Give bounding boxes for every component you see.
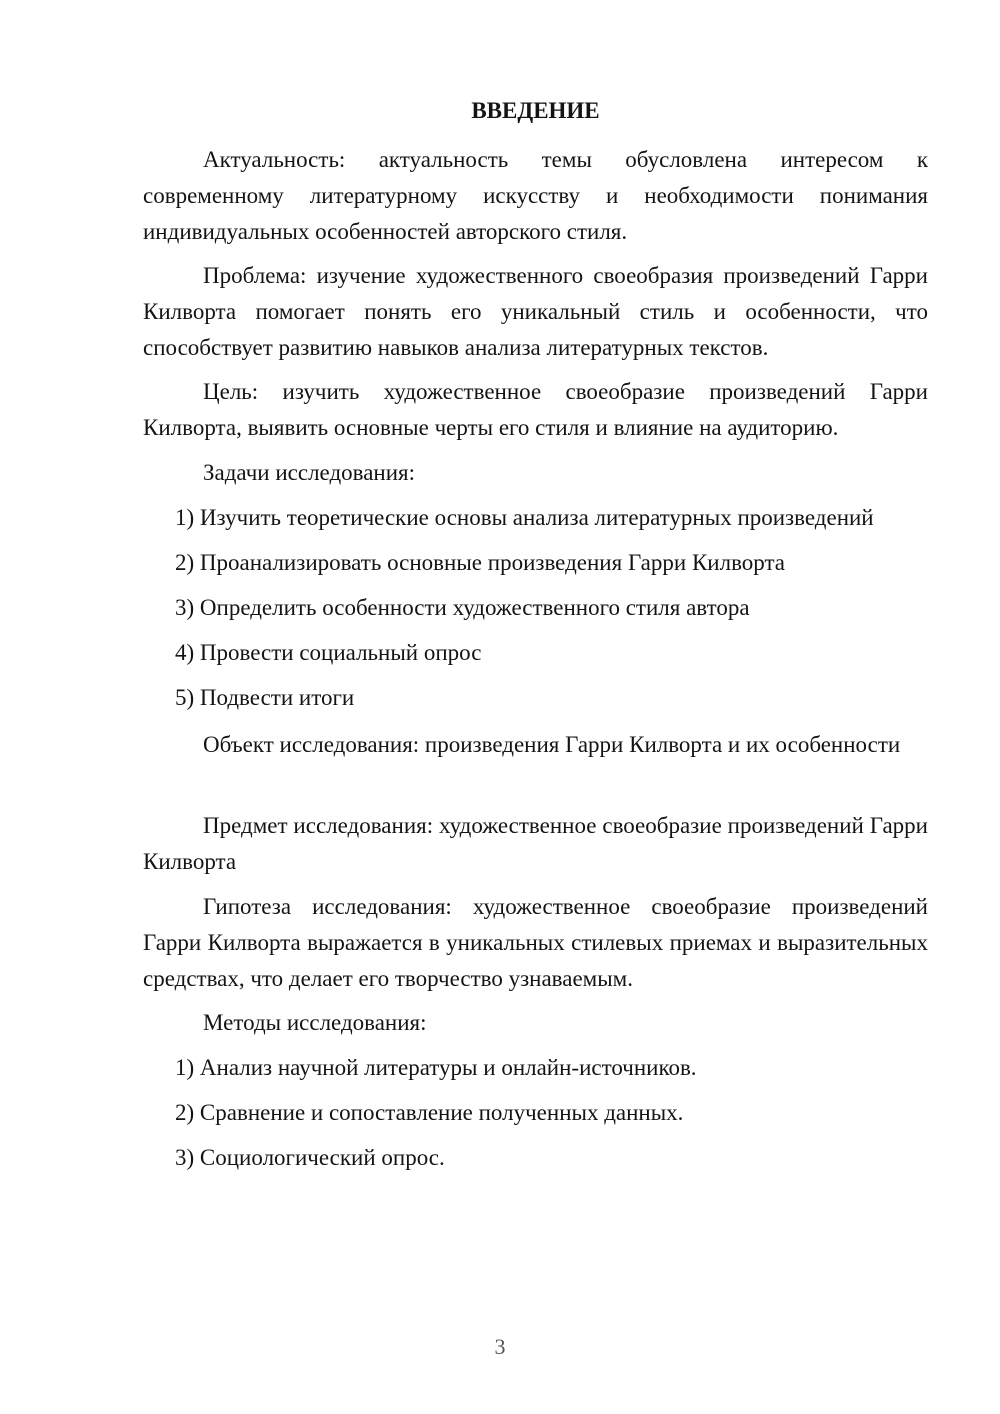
paragraph-object: Объект исследования: произведения Гарри Килворта и их особенности (203, 732, 901, 757)
paragraph-goal: Цель: изучить художественное своеобразие произведений Гарри Килворта, выявить основные черты его стиля и влияние на аудиторию. (143, 379, 928, 440)
task-item-1: 1) Изучить теоретические основы анализа литературных произведений (175, 505, 874, 530)
methods-title: Методы исследования: (203, 1010, 427, 1035)
tasks-title: Задачи исследования: (203, 460, 416, 485)
paragraph-hypothesis: Гипотеза исследования: художественное своеобразие произведений Гарри Килворта выражается в уникальных стилевых приемах и выразительных средствах, что делает его творчество узнаваемым. (143, 894, 928, 991)
method-item-3: 3) Социологический опрос. (175, 1145, 445, 1170)
method-item-2: 2) Сравнение и сопоставление полученных данных. (175, 1100, 684, 1125)
paragraph-subject: Предмет исследования: художественное своеобразие произведений Гарри Килворта (143, 813, 928, 874)
task-item-2: 2) Проанализировать основные произведения Гарри Килворта (175, 550, 786, 575)
paragraph-relevance: Актуальность: актуальность темы обусловлена интересом к современному литературному искусству и необходимости понимания индивидуальных особенностей авторского стиля. (143, 147, 928, 244)
paragraph-problem: Проблема: изучение художественного своеобразия произведений Гарри Килворта помогает понять его уникальный стиль и особенности, что способствует развитию навыков анализа литературных текстов. (143, 263, 928, 360)
task-item-4: 4) Провести социальный опрос (175, 640, 482, 665)
page-number: 3 (494, 1334, 506, 1359)
task-item-3: 3) Определить особенности художественного стиля автора (175, 595, 750, 620)
task-item-5: 5) Подвести итоги (175, 685, 355, 710)
method-item-1: 1) Анализ научной литературы и онлайн-источников. (175, 1055, 697, 1080)
page-title: ВВЕДЕНИЕ (471, 98, 600, 123)
